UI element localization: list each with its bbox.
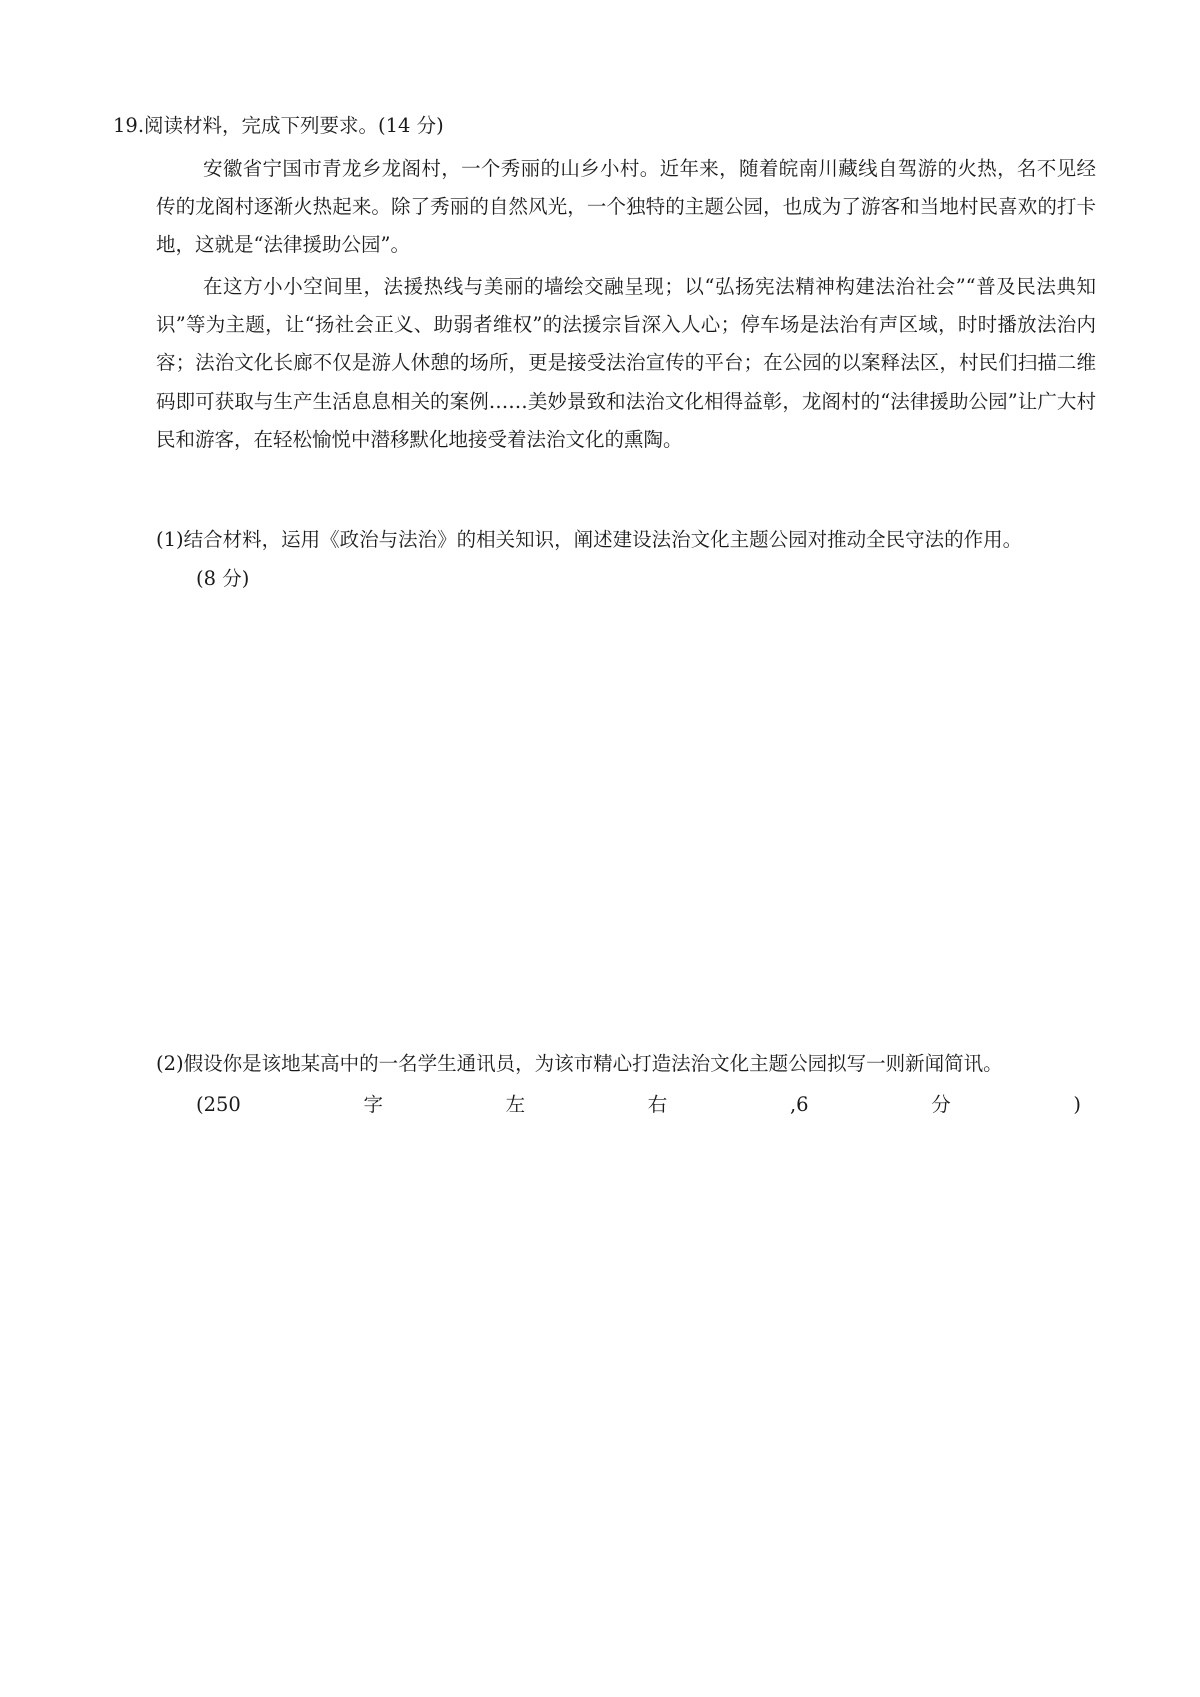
question-title: 19.阅读材料，完成下列要求。(14 分) (113, 114, 444, 137)
sub-question-2-score (196, 1085, 1081, 1124)
score-part: 右 (647, 1093, 668, 1116)
material-paragraph-2: 在这方小小空间里，法援热线与美丽的墙绘交融呈现；以“弘扬宪法精神构建法治社会”“普及民法典知识”等为主题，让“扬社会正义、助弱者维权”的法援宗旨深入人心；停车场是法治有声区域，时时播放法治内容；法治文化长廊不仅是游人休憩的场所，更是接受法治宣传的平台；在公园的以案释法区，村民们扫描二维码即可获取与生产生活息息相关的案例……美妙景致和法治文化相得益彰，龙阁村的“法律援助公园”让广大村民和游客，在轻松愉悦中潜移默化地接受着法治文化的熏陶。 (156, 275, 1096, 451)
score-part: (250 (196, 1093, 241, 1116)
score-part: 分 (931, 1093, 951, 1116)
sub-question-2: (2)假设你是该地某高中的一名学生通讯员，为该市精心打造法治文化主题公园拟写一则新闻简讯。 (156, 1052, 1003, 1075)
sub-question-1-score: (8 分) (196, 567, 250, 590)
score-part: 左 (505, 1093, 526, 1116)
score-part: 字 (363, 1093, 383, 1116)
sub-question-1: (1)结合材料，运用《政治与法治》的相关知识，阐述建设法治文化主题公园对推动全民守法的作用。 (156, 528, 1023, 551)
answer-space-1[interactable] (156, 600, 1096, 1030)
score-part: ,6 (789, 1093, 809, 1116)
answer-space-2[interactable] (156, 1130, 1096, 1650)
score-part: ) (1073, 1093, 1081, 1116)
material-paragraph-1: 安徽省宁国市青龙乡龙阁村，一个秀丽的山乡小村。近年来，随着皖南川藏线自驾游的火热，名不见经传的龙阁村逐渐火热起来。除了秀丽的自然风光，一个独特的主题公园，也成为了游客和当地村民喜欢的打卡地，这就是“法律援助公园”。 (156, 157, 1096, 257)
